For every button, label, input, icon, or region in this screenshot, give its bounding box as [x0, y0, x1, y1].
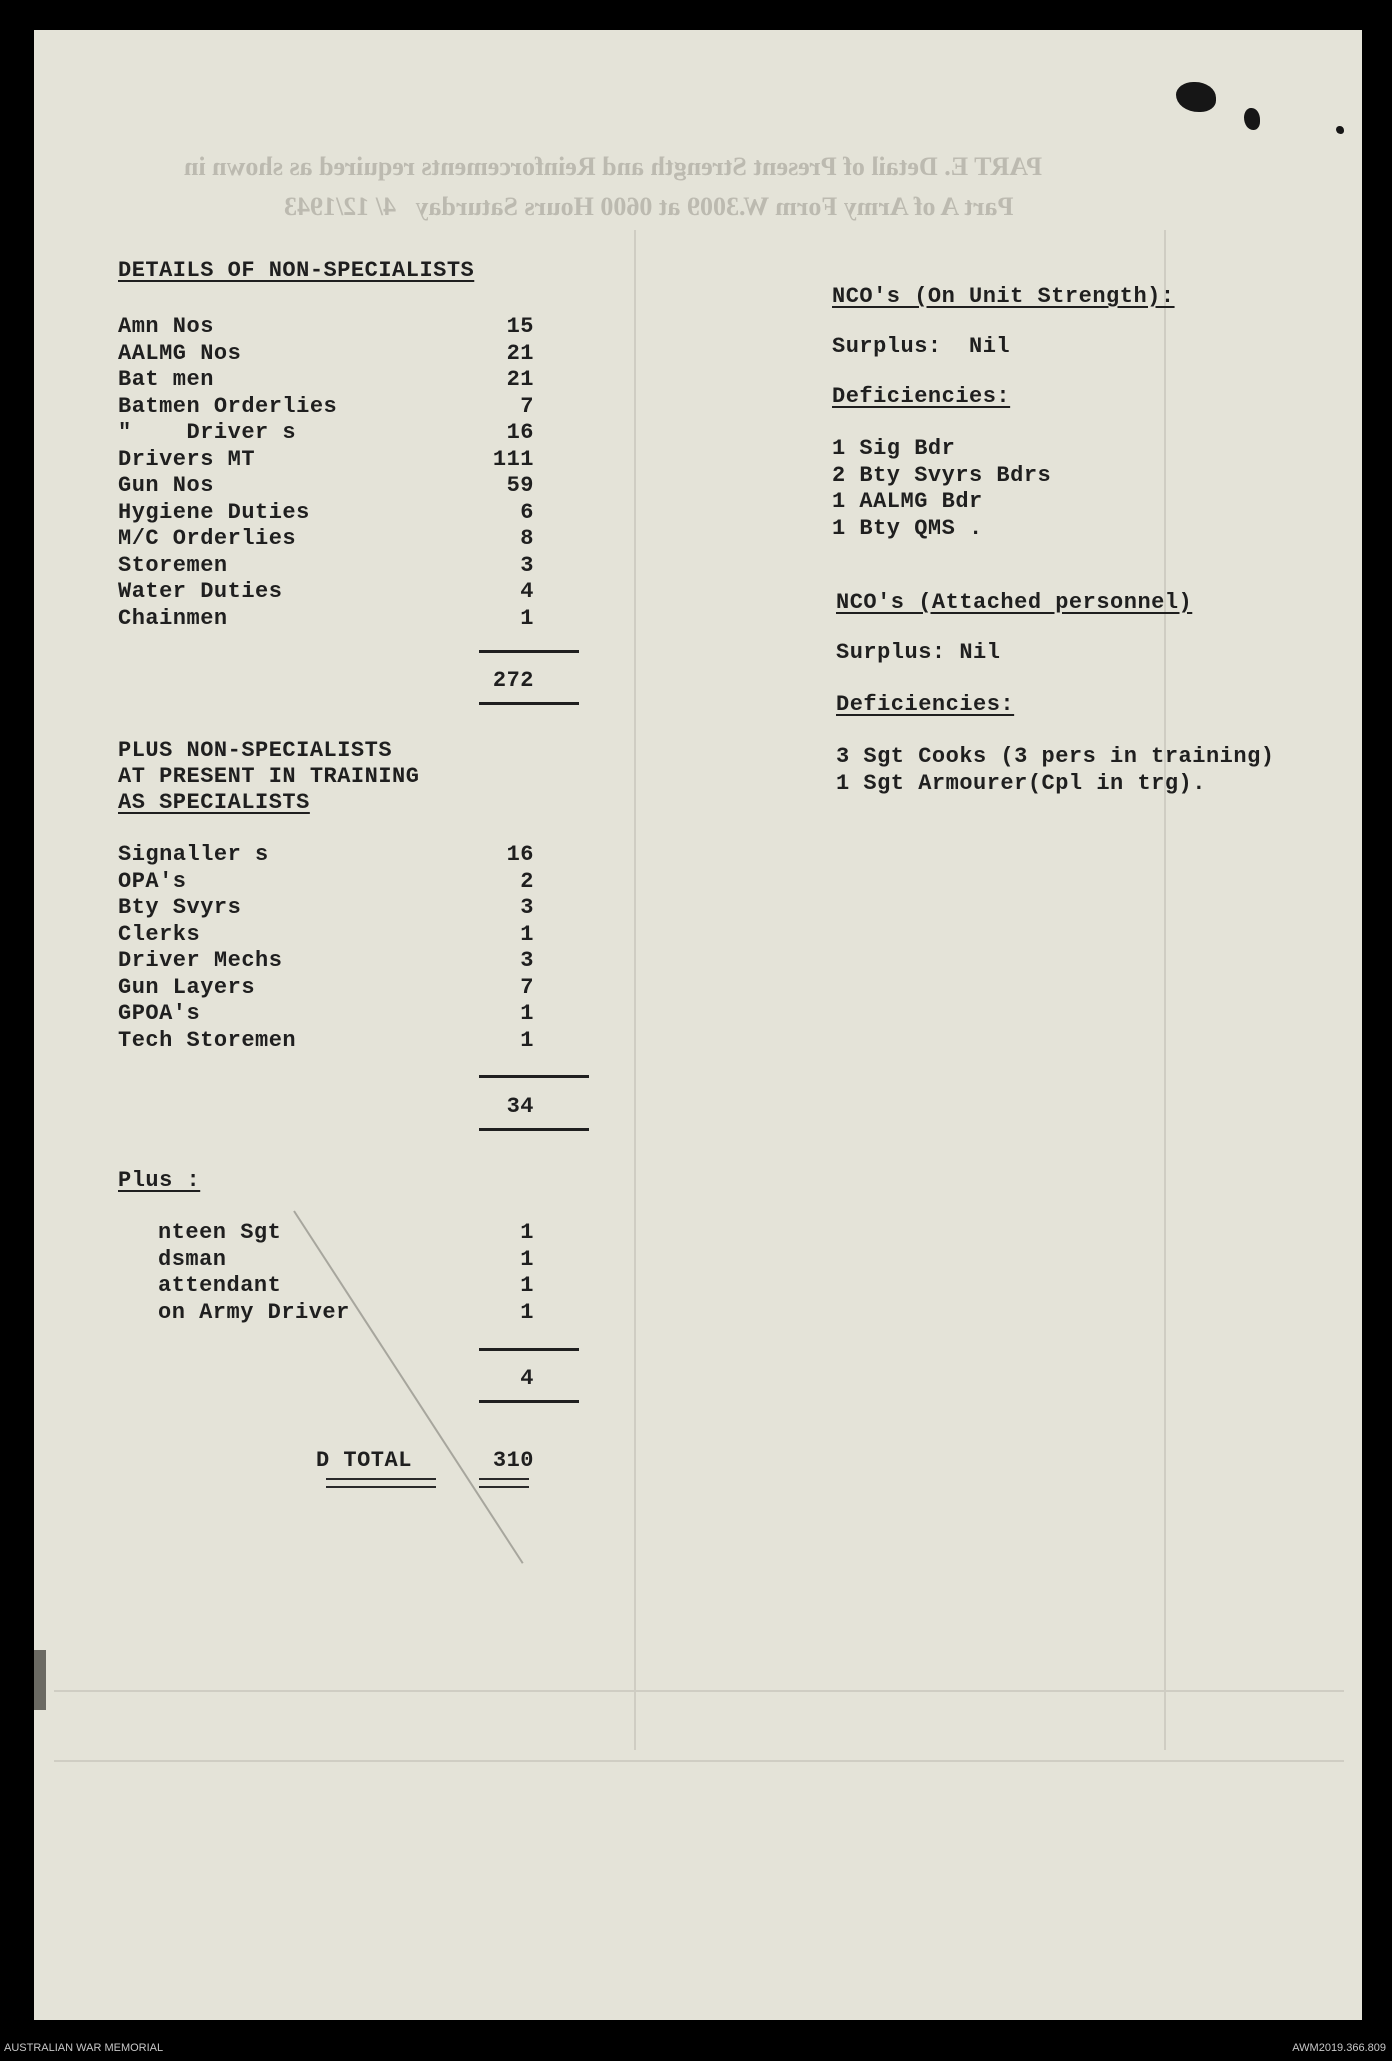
subtotal-rule	[479, 650, 579, 653]
plus-title: Plus :	[118, 1168, 201, 1193]
row-label: Gun Nos	[118, 473, 214, 498]
row-label: dsman	[158, 1246, 227, 1272]
footer-institution: AUSTRALIAN WAR MEMORIAL	[4, 2042, 164, 2054]
nonspecialists-total: 272	[492, 668, 534, 693]
row-value: 8	[520, 526, 534, 551]
row-label: Batmen Orderlies	[118, 393, 338, 419]
grand-total-label: D TOTAL	[316, 1448, 412, 1473]
unit-surplus: Surplus: Nil	[832, 334, 1011, 359]
row-value: 21	[506, 340, 534, 366]
attached-deficiencies-title: Deficiencies:	[836, 692, 1015, 717]
row-value: 1	[520, 1220, 534, 1245]
row-label: Tech Storemen	[118, 1027, 297, 1053]
row-value: 1	[520, 1273, 534, 1298]
grand-total-rule	[326, 1486, 436, 1488]
row-label: Hygiene Duties	[118, 499, 310, 525]
row-label: Gun Layers	[118, 974, 256, 1000]
deficiency-line: 1 Bty QMS .	[832, 515, 983, 541]
row-label: Amn Nos	[118, 314, 214, 339]
row-label: Driver Mechs	[118, 948, 283, 973]
deficiency-line: 3 Sgt Cooks (3 pers in training)	[836, 744, 1275, 769]
ink-blot	[1244, 108, 1260, 130]
nco-unit-title: NCO's (On Unit Strength):	[832, 284, 1175, 309]
subtotal-rule	[479, 1348, 579, 1351]
plus-total: 4	[520, 1366, 534, 1391]
row-value: 6	[520, 499, 534, 525]
row-label: GPOA's	[118, 1001, 201, 1026]
row-label: Drivers MT	[118, 446, 256, 472]
row-value: 16	[506, 842, 534, 867]
row-label: M/C Orderlies	[118, 526, 297, 551]
row-label: on Army Driver	[158, 1299, 350, 1325]
row-value: 1	[520, 921, 534, 947]
deficiency-line: 1 Sig Bdr	[832, 436, 956, 461]
row-value: 3	[520, 948, 534, 973]
row-value: 1	[520, 605, 534, 631]
row-label: Bat men	[118, 367, 214, 392]
grand-total-rule	[479, 1486, 529, 1488]
row-value: 15	[506, 314, 534, 339]
row-value: 3	[520, 552, 534, 578]
show-through-rule	[634, 230, 636, 1750]
row-label: OPA's	[118, 868, 187, 894]
row-value: 1	[520, 1246, 534, 1272]
nonspecialists-title: DETAILS OF NON-SPECIALISTS	[118, 258, 475, 283]
subtotal-rule	[479, 1128, 589, 1131]
row-value: 1	[520, 1027, 534, 1053]
row-label: Clerks	[118, 921, 201, 947]
row-value: 7	[520, 974, 534, 1000]
row-label: Signaller s	[118, 842, 269, 867]
nco-attached-title: NCO's (Attached personnel)	[836, 590, 1193, 615]
show-through-rule	[54, 1690, 1344, 1692]
row-value: 3	[520, 895, 534, 920]
row-value: 7	[520, 393, 534, 419]
row-label: Chainmen	[118, 605, 228, 631]
row-value: 1	[520, 1001, 534, 1026]
row-label: Water Duties	[118, 579, 283, 604]
show-through-text: PART E. Detail of Present Strength and Reinforcements required as shown in	[184, 152, 1043, 181]
unit-deficiencies-title: Deficiencies:	[832, 384, 1011, 409]
ink-blot	[1176, 82, 1216, 112]
deficiency-line: 1 AALMG Bdr	[832, 489, 983, 514]
row-label: attendant	[158, 1273, 282, 1298]
row-value: 111	[492, 446, 534, 472]
subtotal-rule	[479, 1075, 589, 1078]
ink-blot	[1336, 126, 1344, 134]
row-label: nteen Sgt	[158, 1220, 282, 1245]
show-through-rule	[54, 1760, 1344, 1762]
row-value: 1	[520, 1299, 534, 1325]
deficiency-line: 2 Bty Svyrs Bdrs	[832, 462, 1052, 488]
attached-surplus: Surplus: Nil	[836, 640, 1001, 665]
show-through-rule	[1164, 230, 1166, 1750]
training-total: 34	[506, 1094, 534, 1119]
grand-total-rule	[326, 1478, 436, 1480]
grand-total-value: 310	[492, 1448, 534, 1473]
show-through-text: Part A of Army Form W.3009 at 0600 Hours Saturday 4/ 12/1943	[284, 192, 1014, 221]
row-label: AALMG Nos	[118, 340, 242, 366]
subtotal-rule	[479, 1400, 579, 1403]
deficiency-line: 1 Sgt Armourer(Cpl in trg).	[836, 770, 1206, 796]
row-value: 2	[520, 868, 534, 894]
row-value: 16	[506, 420, 534, 445]
training-title-line: AS SPECIALISTS	[118, 790, 310, 815]
row-label: Bty Svyrs	[118, 895, 242, 920]
row-value: 21	[506, 367, 534, 392]
row-label: Storemen	[118, 552, 228, 578]
training-title-line: AT PRESENT IN TRAINING	[118, 764, 420, 789]
row-value: 59	[506, 473, 534, 498]
footer-accession-number: AWM2019.366.809	[1292, 2042, 1386, 2054]
row-value: 4	[520, 579, 534, 604]
grand-total-rule	[479, 1478, 529, 1480]
training-title-line: PLUS NON-SPECIALISTS	[118, 738, 393, 763]
document-page	[34, 30, 1362, 2020]
subtotal-rule	[479, 702, 579, 705]
row-label: " Driver s	[118, 420, 297, 445]
page-edge-shadow	[34, 1650, 46, 1710]
